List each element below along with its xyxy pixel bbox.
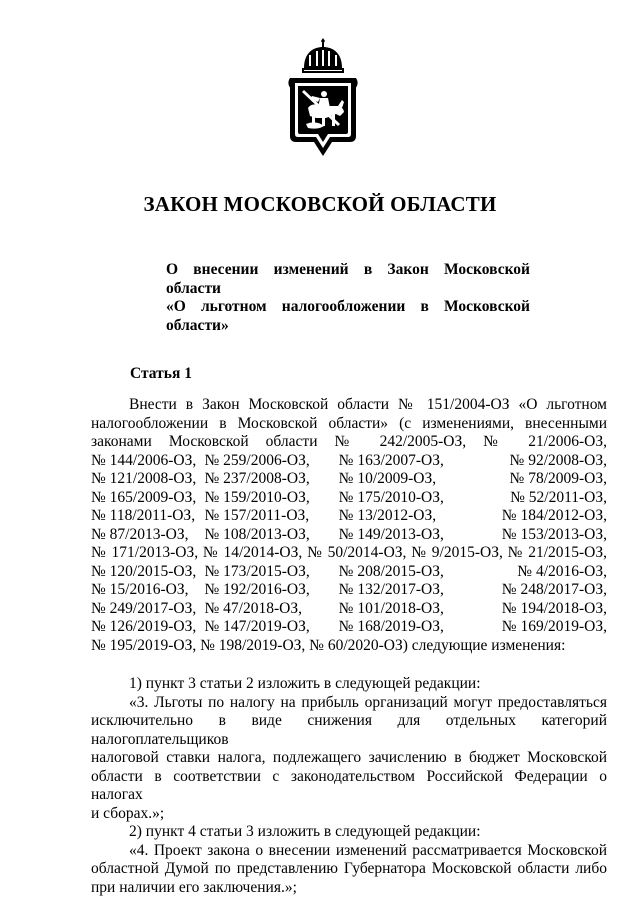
text-line: законами Московской области № 242/2005-ОЗ, № 21/2006-ОЗ, [91,433,607,452]
laws-last-line [91,637,607,656]
text-line: налогообложении в Московской области» (с изменениями, внесенными [91,415,607,434]
law-number: № 208/2015-ОЗ, [339,563,473,582]
subject-line: О внесении изменений в Закон Московской области [166,261,530,298]
law-number: № 126/2019-ОЗ, [91,618,205,637]
law-number: № 92/2008-ОЗ, [473,452,607,471]
item-2 [91,823,607,897]
document-title: ЗАКОН МОСКОВСКОЙ ОБЛАСТИ [0,192,640,217]
law-number: № 237/2008-ОЗ, [205,470,339,489]
laws-row [91,526,607,545]
law-number: № 144/2006-ОЗ, [91,452,205,471]
law-number: № 173/2015-ОЗ, [205,563,339,582]
text-line: налоговой ставки налога, подлежащего зачислению в бюджет Московской [91,749,607,768]
law-number: № 108/2013-ОЗ, [205,526,339,545]
text-line: исключительно в виде снижения для отдельных категорий налогоплательщиков [91,712,607,749]
intro-paragraph [91,396,607,452]
laws-row [91,618,607,637]
law-number: № 157/2011-ОЗ, [205,507,339,526]
item-heading: 2) пункт 4 статьи 3 изложить в следующей редакции: [91,823,607,842]
law-subject [166,261,530,335]
text-line: при наличии его заключения.»; [91,879,607,897]
laws-row [91,581,607,600]
item-1 [91,675,607,823]
subject-line: области» [166,317,530,336]
laws-row [91,507,607,526]
text-line: областной Думой по представлению Губернатора Московской области либо [91,860,607,879]
text-line: «3. Льготы по налогу на прибыль организаций могут предоставляться [91,694,607,713]
law-number: № 47/2018-ОЗ, [205,600,339,619]
text-line: «4. Проект закона о внесении изменений рассматривается Московской [91,842,607,861]
text-line: № 195/2019-ОЗ, № 198/2019-ОЗ, № 60/2020-ОЗ) следующие изменения: [91,637,607,656]
law-number: № 259/2006-ОЗ, [205,452,339,471]
law-number: № 184/2012-ОЗ, [473,507,607,526]
laws-list-body [91,452,607,637]
article-heading: Статья 1 [130,365,192,383]
law-number: № 163/2007-ОЗ, [339,452,473,471]
laws-list [91,452,607,637]
st-george-shield-icon [282,38,364,160]
law-number: № 168/2019-ОЗ, [339,618,473,637]
law-number: № 13/2012-ОЗ, [339,507,473,526]
law-number: № 120/2015-ОЗ, [91,563,205,582]
law-number: № 15/2016-ОЗ, [91,581,205,600]
law-number: № 87/2013-ОЗ, [91,526,205,545]
law-number: № 194/2018-ОЗ, [473,600,607,619]
law-number: № 132/2017-ОЗ, [339,581,473,600]
law-number: № 169/2019-ОЗ, [473,618,607,637]
law-number: № 52/2011-ОЗ, [473,489,607,508]
law-number: № 192/2016-ОЗ, [205,581,339,600]
text-line: и сборах.»; [91,805,607,824]
laws-row [91,470,607,489]
laws-row [91,544,607,563]
article-body [91,396,607,897]
law-number: № 147/2019-ОЗ, [205,618,339,637]
law-number: № 4/2016-ОЗ, [473,563,607,582]
law-number: № 249/2017-ОЗ, [91,600,205,619]
law-number: № 101/2018-ОЗ, [339,600,473,619]
law-number: № 149/2013-ОЗ, [339,526,473,545]
law-number: № 121/2008-ОЗ, [91,470,205,489]
laws-row-cell: № 171/2013-ОЗ, № 14/2014-ОЗ, № 50/2014-ОЗ, № 9/2015-ОЗ, № 21/2015-ОЗ, [91,544,607,563]
law-number: № 153/2013-ОЗ, [473,526,607,545]
laws-row [91,452,607,471]
law-number: № 248/2017-ОЗ, [473,581,607,600]
item-heading: 1) пункт 3 статьи 2 изложить в следующей редакции: [91,675,607,694]
coat-of-arms-emblem [282,38,364,160]
text-line: области в соответствии с законодательством Российской Федерации о налогах [91,768,607,805]
law-number: № 175/2010-ОЗ, [339,489,473,508]
subject-line: «О льготном налогообложении в Московской [166,298,530,317]
laws-row [91,563,607,582]
law-number: № 10/2009-ОЗ, [339,470,473,489]
law-number: № 165/2009-ОЗ, [91,489,205,508]
laws-row [91,489,607,508]
text-line: Внести в Закон Московской области № 151/2004-ОЗ «О льготном [91,396,607,415]
law-number: № 118/2011-ОЗ, [91,507,205,526]
law-number: № 78/2009-ОЗ, [473,470,607,489]
laws-row [91,600,607,619]
law-number: № 159/2010-ОЗ, [205,489,339,508]
